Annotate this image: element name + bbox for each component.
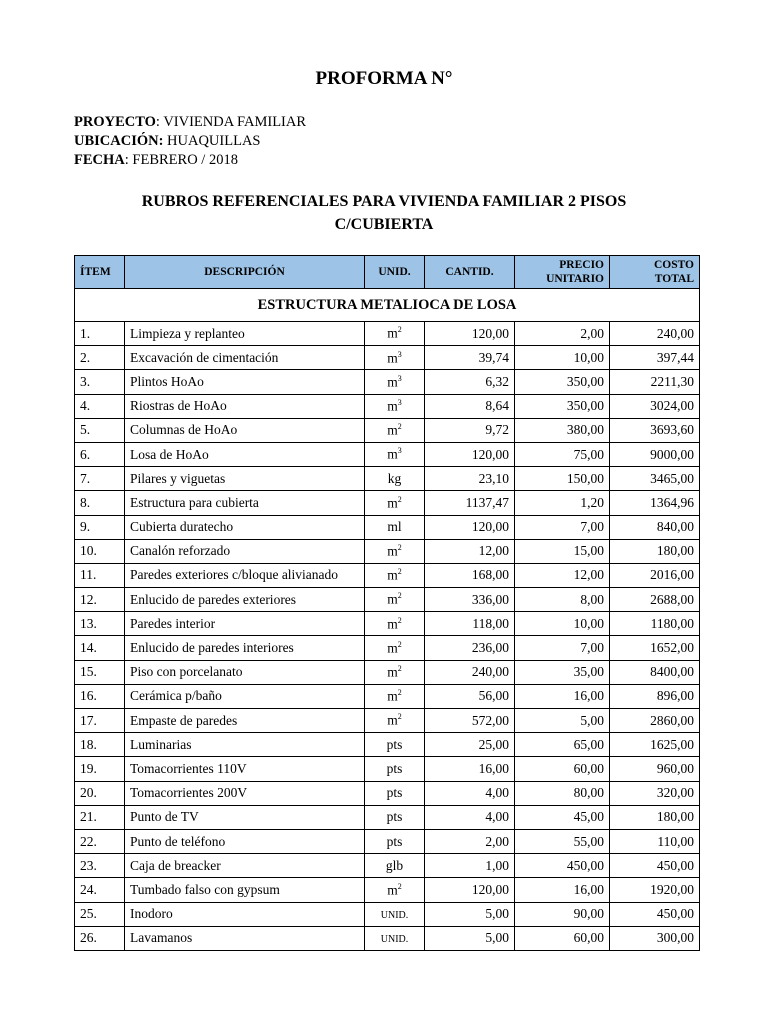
cell-quantity: 120,00 bbox=[425, 322, 515, 346]
cell-item: 11. bbox=[75, 563, 125, 587]
cell-unit bbox=[365, 757, 425, 781]
cell-unit-price: 1,20 bbox=[515, 491, 610, 515]
unit-exponent: 2 bbox=[397, 494, 402, 504]
cell-quantity: 6,32 bbox=[425, 370, 515, 394]
cell-item: 25. bbox=[75, 902, 125, 926]
cell-unit-price: 75,00 bbox=[515, 442, 610, 466]
cell-unit-price: 15,00 bbox=[515, 539, 610, 563]
table-row bbox=[75, 322, 700, 346]
ubicacion-value: HUAQUILLAS bbox=[163, 133, 261, 149]
unit-text: pts bbox=[386, 736, 403, 752]
cell-item: 24. bbox=[75, 878, 125, 902]
cell-unit-price: 65,00 bbox=[515, 733, 610, 757]
cell-item: 23. bbox=[75, 854, 125, 878]
header-costo-line2: TOTAL bbox=[654, 273, 694, 285]
header-cantid: CANTID. bbox=[425, 256, 515, 289]
unit-text: m bbox=[387, 712, 398, 728]
cell-total-cost: 180,00 bbox=[610, 539, 700, 563]
cell-item: 16. bbox=[75, 684, 125, 708]
cell-unit bbox=[365, 563, 425, 587]
cell-item: 3. bbox=[75, 370, 125, 394]
unit-text: ml bbox=[387, 519, 402, 535]
table-row bbox=[75, 757, 700, 781]
cell-item: 12. bbox=[75, 588, 125, 612]
cell-quantity: 2,00 bbox=[425, 829, 515, 853]
cell-item: 21. bbox=[75, 805, 125, 829]
unit-exponent: 3 bbox=[397, 373, 402, 383]
unit-exponent: 2 bbox=[397, 591, 402, 601]
unit-text: pts bbox=[386, 785, 403, 801]
unit-exponent: 2 bbox=[397, 567, 402, 577]
section-title: ESTRUCTURA METALIOCA DE LOSA bbox=[75, 289, 700, 322]
cell-unit-price: 350,00 bbox=[515, 370, 610, 394]
cell-quantity: 39,74 bbox=[425, 346, 515, 370]
cell-total-cost: 3465,00 bbox=[610, 467, 700, 491]
table-row bbox=[75, 515, 700, 539]
cell-unit bbox=[365, 322, 425, 346]
cell-quantity: 236,00 bbox=[425, 636, 515, 660]
unit-text: UNID. bbox=[380, 910, 409, 922]
cell-quantity: 12,00 bbox=[425, 539, 515, 563]
cell-quantity: 1137,47 bbox=[425, 491, 515, 515]
heading-line-1: RUBROS REFERENCIALES PARA VIVIENDA FAMILIAR 2 PISOS bbox=[141, 193, 627, 210]
cell-total-cost: 1652,00 bbox=[610, 636, 700, 660]
header-precio-line2: UNITARIO bbox=[546, 273, 604, 285]
cell-description: Cubierta duratecho bbox=[125, 515, 365, 539]
cell-total-cost: 9000,00 bbox=[610, 442, 700, 466]
cell-unit bbox=[365, 829, 425, 853]
cell-unit bbox=[365, 612, 425, 636]
cell-total-cost: 300,00 bbox=[610, 926, 700, 950]
proyecto-label: PROYECTO bbox=[74, 114, 156, 130]
unit-text: m bbox=[387, 495, 398, 511]
cell-quantity: 5,00 bbox=[425, 926, 515, 950]
table-row bbox=[75, 709, 700, 733]
unit-text: m bbox=[387, 616, 398, 632]
cell-description: Plintos HoAo bbox=[125, 370, 365, 394]
cell-unit-price: 10,00 bbox=[515, 346, 610, 370]
unit-text: m bbox=[387, 325, 398, 341]
cell-unit bbox=[365, 684, 425, 708]
table-row bbox=[75, 563, 700, 587]
cell-item: 14. bbox=[75, 636, 125, 660]
unit-text: m bbox=[387, 446, 398, 462]
unit-text: m bbox=[387, 567, 398, 583]
cell-unit-price: 12,00 bbox=[515, 563, 610, 587]
cell-total-cost: 180,00 bbox=[610, 805, 700, 829]
cell-unit-price: 5,00 bbox=[515, 709, 610, 733]
cell-item: 5. bbox=[75, 418, 125, 442]
cell-description: Paredes exteriores c/bloque alivianado bbox=[125, 563, 365, 587]
unit-exponent: 2 bbox=[397, 881, 402, 891]
cell-quantity: 572,00 bbox=[425, 709, 515, 733]
cell-description: Riostras de HoAo bbox=[125, 394, 365, 418]
cell-item: 22. bbox=[75, 829, 125, 853]
cell-description: Limpieza y replanteo bbox=[125, 322, 365, 346]
unit-text: pts bbox=[386, 833, 403, 849]
cell-unit bbox=[365, 902, 425, 926]
cell-item: 9. bbox=[75, 515, 125, 539]
cell-unit bbox=[365, 805, 425, 829]
table-row bbox=[75, 636, 700, 660]
cell-unit bbox=[365, 370, 425, 394]
cell-unit bbox=[365, 394, 425, 418]
cell-item: 10. bbox=[75, 539, 125, 563]
header-item: ÍTEM bbox=[75, 256, 125, 289]
table-row bbox=[75, 684, 700, 708]
unit-exponent: 2 bbox=[397, 325, 402, 335]
meta-fecha bbox=[74, 152, 238, 169]
cell-quantity: 56,00 bbox=[425, 684, 515, 708]
cell-total-cost: 960,00 bbox=[610, 757, 700, 781]
unit-text: glb bbox=[385, 857, 404, 873]
header-costo-total bbox=[610, 256, 700, 289]
unit-exponent: 2 bbox=[397, 639, 402, 649]
cell-total-cost: 2688,00 bbox=[610, 588, 700, 612]
section-row bbox=[75, 289, 700, 322]
cell-description: Tomacorrientes 200V bbox=[125, 781, 365, 805]
table-row bbox=[75, 539, 700, 563]
cell-unit-price: 7,00 bbox=[515, 515, 610, 539]
cell-unit bbox=[365, 442, 425, 466]
cell-unit-price: 90,00 bbox=[515, 902, 610, 926]
cell-description: Luminarias bbox=[125, 733, 365, 757]
cell-item: 15. bbox=[75, 660, 125, 684]
cell-quantity: 120,00 bbox=[425, 878, 515, 902]
table-row bbox=[75, 467, 700, 491]
unit-text: m bbox=[387, 640, 398, 656]
cell-item: 18. bbox=[75, 733, 125, 757]
cell-total-cost: 450,00 bbox=[610, 902, 700, 926]
cell-unit-price: 45,00 bbox=[515, 805, 610, 829]
cell-quantity: 168,00 bbox=[425, 563, 515, 587]
cell-description: Enlucido de paredes exteriores bbox=[125, 588, 365, 612]
cell-total-cost: 8400,00 bbox=[610, 660, 700, 684]
cell-description: Estructura para cubierta bbox=[125, 491, 365, 515]
cell-unit-price: 450,00 bbox=[515, 854, 610, 878]
cell-unit bbox=[365, 733, 425, 757]
unit-exponent: 3 bbox=[397, 349, 402, 359]
cell-item: 1. bbox=[75, 322, 125, 346]
cell-total-cost: 2211,30 bbox=[610, 370, 700, 394]
cell-unit bbox=[365, 467, 425, 491]
table-row bbox=[75, 370, 700, 394]
cell-unit-price: 2,00 bbox=[515, 322, 610, 346]
cell-item: 19. bbox=[75, 757, 125, 781]
header-precio-unitario bbox=[515, 256, 610, 289]
cell-description: Paredes interior bbox=[125, 612, 365, 636]
cell-description: Tomacorrientes 110V bbox=[125, 757, 365, 781]
cell-unit bbox=[365, 660, 425, 684]
unit-exponent: 2 bbox=[397, 663, 402, 673]
unit-exponent: 2 bbox=[397, 422, 402, 432]
cell-description: Inodoro bbox=[125, 902, 365, 926]
table-row bbox=[75, 902, 700, 926]
header-costo-line1: COSTO bbox=[653, 259, 694, 271]
document-title: PROFORMA N° bbox=[315, 68, 453, 89]
cell-unit-price: 8,00 bbox=[515, 588, 610, 612]
cell-total-cost: 3693,60 bbox=[610, 418, 700, 442]
table-row bbox=[75, 878, 700, 902]
table-row bbox=[75, 394, 700, 418]
cell-quantity: 25,00 bbox=[425, 733, 515, 757]
cell-unit-price: 380,00 bbox=[515, 418, 610, 442]
cell-quantity: 120,00 bbox=[425, 515, 515, 539]
unit-exponent: 2 bbox=[397, 615, 402, 625]
rubros-table bbox=[74, 255, 700, 951]
table-row bbox=[75, 926, 700, 950]
cell-item: 8. bbox=[75, 491, 125, 515]
cell-unit-price: 55,00 bbox=[515, 829, 610, 853]
ubicacion-label: UBICACIÓN: bbox=[74, 133, 164, 149]
table-row bbox=[75, 805, 700, 829]
unit-text: UNID. bbox=[380, 934, 409, 946]
cell-item: 6. bbox=[75, 442, 125, 466]
cell-quantity: 5,00 bbox=[425, 902, 515, 926]
cell-quantity: 118,00 bbox=[425, 612, 515, 636]
cell-total-cost: 1364,96 bbox=[610, 491, 700, 515]
table-row bbox=[75, 491, 700, 515]
unit-text: m bbox=[387, 543, 398, 559]
unit-exponent: 2 bbox=[397, 543, 402, 553]
cell-item: 4. bbox=[75, 394, 125, 418]
table-row bbox=[75, 660, 700, 684]
cell-quantity: 336,00 bbox=[425, 588, 515, 612]
cell-description: Excavación de cimentación bbox=[125, 346, 365, 370]
cell-unit bbox=[365, 588, 425, 612]
cell-quantity: 4,00 bbox=[425, 781, 515, 805]
cell-unit bbox=[365, 878, 425, 902]
unit-exponent: 2 bbox=[397, 688, 402, 698]
cell-quantity: 16,00 bbox=[425, 757, 515, 781]
unit-text: pts bbox=[386, 760, 403, 776]
cell-unit bbox=[365, 926, 425, 950]
cell-description: Punto de TV bbox=[125, 805, 365, 829]
unit-text: m bbox=[387, 664, 398, 680]
unit-text: m bbox=[387, 688, 398, 704]
unit-text: m bbox=[387, 591, 398, 607]
meta-proyecto bbox=[74, 114, 306, 131]
cell-quantity: 9,72 bbox=[425, 418, 515, 442]
table-row bbox=[75, 346, 700, 370]
cell-total-cost: 896,00 bbox=[610, 684, 700, 708]
cell-total-cost: 840,00 bbox=[610, 515, 700, 539]
cell-unit-price: 150,00 bbox=[515, 467, 610, 491]
header-descripcion: DESCRIPCIÓN bbox=[125, 256, 365, 289]
cell-total-cost: 1920,00 bbox=[610, 878, 700, 902]
cell-unit bbox=[365, 418, 425, 442]
unit-text: m bbox=[387, 882, 398, 898]
cell-description: Enlucido de paredes interiores bbox=[125, 636, 365, 660]
cell-item: 17. bbox=[75, 709, 125, 733]
cell-quantity: 1,00 bbox=[425, 854, 515, 878]
cell-unit-price: 60,00 bbox=[515, 757, 610, 781]
cell-quantity: 4,00 bbox=[425, 805, 515, 829]
cell-total-cost: 110,00 bbox=[610, 829, 700, 853]
header-precio-line1: PRECIO bbox=[559, 259, 604, 271]
cell-unit bbox=[365, 539, 425, 563]
cell-unit bbox=[365, 709, 425, 733]
cell-item: 7. bbox=[75, 467, 125, 491]
cell-total-cost: 397,44 bbox=[610, 346, 700, 370]
table-row bbox=[75, 418, 700, 442]
cell-total-cost: 320,00 bbox=[610, 781, 700, 805]
table-row bbox=[75, 588, 700, 612]
cell-quantity: 120,00 bbox=[425, 442, 515, 466]
cell-quantity: 23,10 bbox=[425, 467, 515, 491]
unit-text: m bbox=[387, 350, 398, 366]
unit-text: m bbox=[387, 398, 398, 414]
unit-text: pts bbox=[386, 809, 403, 825]
table-row bbox=[75, 781, 700, 805]
cell-unit-price: 10,00 bbox=[515, 612, 610, 636]
cell-unit bbox=[365, 491, 425, 515]
cell-description: Columnas de HoAo bbox=[125, 418, 365, 442]
cell-unit-price: 16,00 bbox=[515, 878, 610, 902]
cell-unit-price: 35,00 bbox=[515, 660, 610, 684]
cell-description: Cerámica p/baño bbox=[125, 684, 365, 708]
cell-unit bbox=[365, 781, 425, 805]
cell-item: 20. bbox=[75, 781, 125, 805]
fecha-label: FECHA bbox=[74, 152, 125, 168]
cell-total-cost: 450,00 bbox=[610, 854, 700, 878]
cell-unit-price: 16,00 bbox=[515, 684, 610, 708]
cell-description: Punto de teléfono bbox=[125, 829, 365, 853]
cell-item: 26. bbox=[75, 926, 125, 950]
cell-unit bbox=[365, 346, 425, 370]
cell-description: Pilares y viguetas bbox=[125, 467, 365, 491]
cell-description: Lavamanos bbox=[125, 926, 365, 950]
cell-total-cost: 2016,00 bbox=[610, 563, 700, 587]
cell-total-cost: 1180,00 bbox=[610, 612, 700, 636]
cell-description: Tumbado falso con gypsum bbox=[125, 878, 365, 902]
section-heading bbox=[74, 190, 694, 236]
cell-total-cost: 2860,00 bbox=[610, 709, 700, 733]
cell-description: Empaste de paredes bbox=[125, 709, 365, 733]
cell-description: Caja de breacker bbox=[125, 854, 365, 878]
cell-unit bbox=[365, 854, 425, 878]
cell-unit-price: 7,00 bbox=[515, 636, 610, 660]
cell-description: Canalón reforzado bbox=[125, 539, 365, 563]
proyecto-value: : VIVIENDA FAMILIAR bbox=[155, 114, 307, 130]
header-unid: UNID. bbox=[365, 256, 425, 289]
unit-exponent: 3 bbox=[397, 397, 402, 407]
table-row bbox=[75, 829, 700, 853]
cell-description: Losa de HoAo bbox=[125, 442, 365, 466]
unit-text: kg bbox=[387, 470, 402, 486]
heading-line-2: C/CUBIERTA bbox=[334, 216, 434, 233]
cell-quantity: 240,00 bbox=[425, 660, 515, 684]
unit-text: m bbox=[387, 422, 398, 438]
cell-unit-price: 350,00 bbox=[515, 394, 610, 418]
unit-exponent: 2 bbox=[397, 712, 402, 722]
unit-text: m bbox=[387, 374, 398, 390]
cell-unit bbox=[365, 515, 425, 539]
cell-total-cost: 240,00 bbox=[610, 322, 700, 346]
fecha-value: : FEBRERO / 2018 bbox=[124, 152, 238, 168]
cell-unit-price: 80,00 bbox=[515, 781, 610, 805]
table-row bbox=[75, 733, 700, 757]
cell-unit-price: 60,00 bbox=[515, 926, 610, 950]
table-header-row bbox=[75, 256, 700, 289]
table-row bbox=[75, 612, 700, 636]
table-row bbox=[75, 442, 700, 466]
cell-unit bbox=[365, 636, 425, 660]
cell-item: 2. bbox=[75, 346, 125, 370]
table-row bbox=[75, 854, 700, 878]
cell-total-cost: 1625,00 bbox=[610, 733, 700, 757]
cell-quantity: 8,64 bbox=[425, 394, 515, 418]
cell-item: 13. bbox=[75, 612, 125, 636]
cell-description: Piso con porcelanato bbox=[125, 660, 365, 684]
unit-exponent: 3 bbox=[397, 446, 402, 456]
meta-ubicacion bbox=[74, 133, 260, 150]
cell-total-cost: 3024,00 bbox=[610, 394, 700, 418]
